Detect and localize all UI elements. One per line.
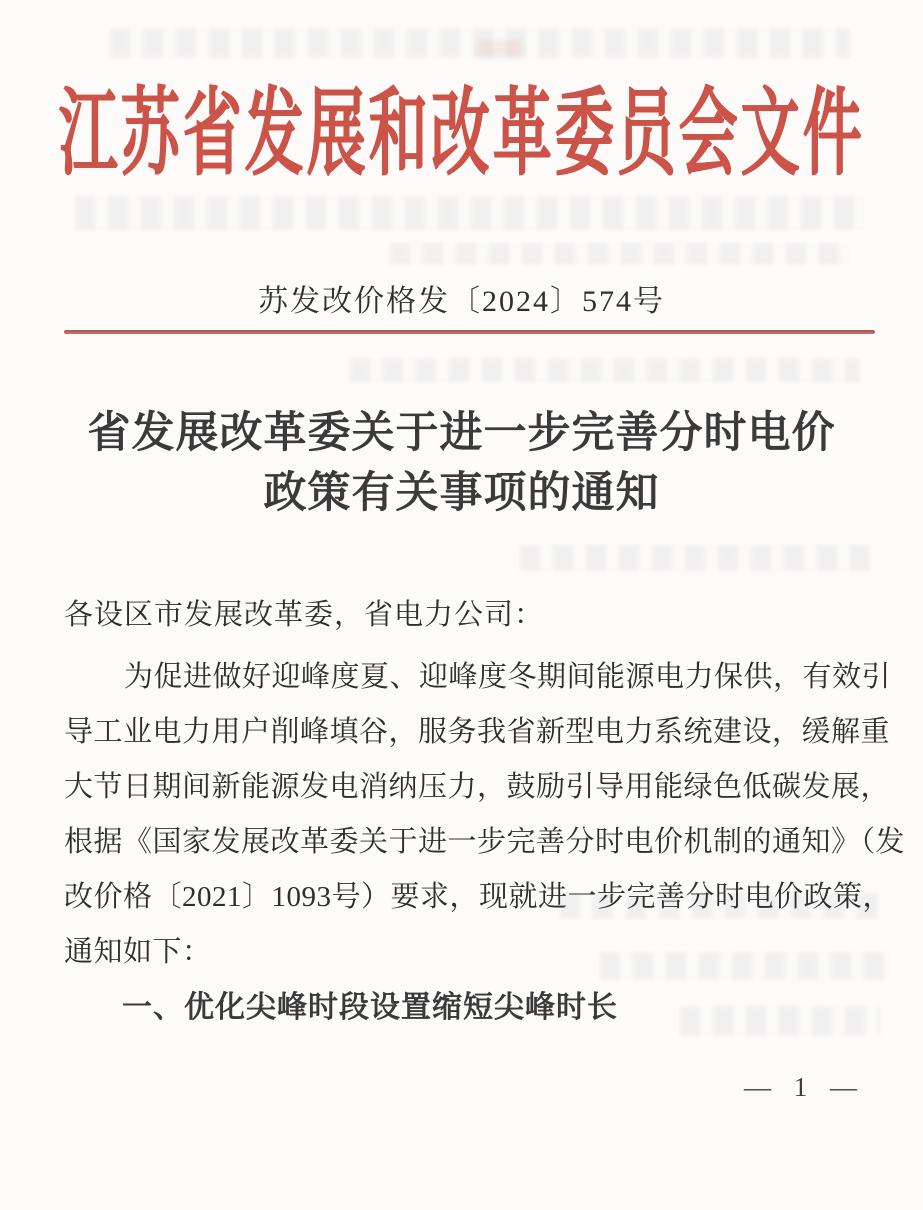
paragraph-line: 根据《国家发展改革委关于进一步完善分时电价机制的通知》（发 [64, 826, 906, 858]
document-title-line1: 省发展改革委关于进一步完善分时电价 [87, 410, 836, 457]
bleed-through-artifact [75, 196, 865, 230]
bleed-through-artifact [390, 243, 850, 265]
paragraph-line: 导工业电力用户削峰填谷，服务我省新型电力系统建设，缓解重 [64, 716, 891, 748]
bleed-through-artifact [350, 358, 860, 382]
document-number: 苏发改价格发〔2024〕574号 [258, 285, 665, 318]
letterhead-agency-title: 江苏省发展和改革委员会文件 [58, 79, 865, 187]
paragraph-line: 通知如下： [64, 936, 212, 968]
bleed-through-artifact [520, 545, 870, 571]
salutation-line: 各设区市发展改革委，省电力公司： [64, 599, 545, 631]
bleed-through-artifact [110, 28, 850, 58]
page-number: — 1 — [744, 1072, 865, 1102]
document-title [0, 404, 923, 524]
document-letterhead [0, 66, 923, 187]
paragraph-line: 为促进做好迎峰度夏、迎峰度冬期间能源电力保供，有效引 [124, 661, 892, 693]
body-paragraph [64, 650, 906, 1035]
paragraph-line: 大节日期间新能源发电消纳压力，鼓励引导用能绿色低碳发展， [64, 771, 891, 803]
paragraph-line: 改价格〔2021〕1093号）要求，现就进一步完善分时电价政策， [64, 881, 893, 913]
letterhead-divider-line [64, 330, 875, 334]
document-title-line2: 政策有关事项的通知 [263, 470, 660, 517]
section-heading: 一、优化尖峰时段设置缩短尖峰时长 [122, 991, 618, 1024]
